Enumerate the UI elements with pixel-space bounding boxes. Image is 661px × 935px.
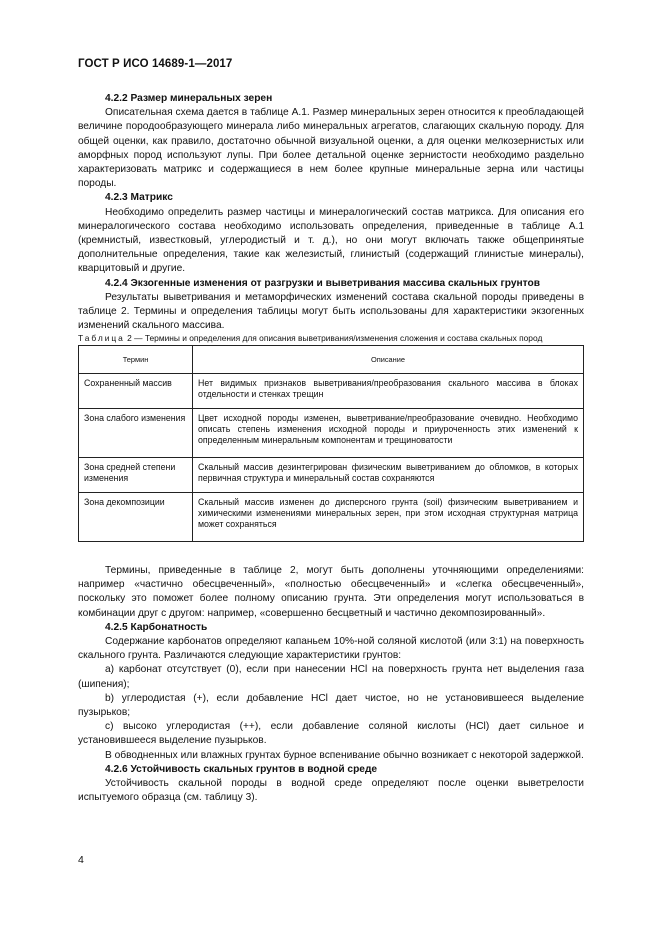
paragraph-note: В обводненных или влажных грунтах бурное вспенивание обычно возникает с некоторой задержкой. xyxy=(105,749,584,761)
term-cell: Сохраненный массив xyxy=(79,373,193,408)
list-item-b: b) углеродистая (+), если добавление HCl дает чистое, но не установившееся выделение пузырьков; xyxy=(78,692,584,718)
definitions-table xyxy=(78,345,584,542)
page-content xyxy=(78,92,584,805)
section-heading-4-2-5: 4.2.5 Карбонатность xyxy=(105,621,208,633)
list-item-a: а) карбонат отсутствует (0), если при нанесении HCl на поверхность грунта нет выделения газа (шипения); xyxy=(78,664,584,690)
paragraph-4-2-4: Результаты выветривания и метаморфических изменений состава скальной породы приведены в таблице 2. Термины и определения таблицы могут быть использованы для характеристики экзогенных изменений скального массива. xyxy=(78,291,584,332)
table-row xyxy=(79,408,584,457)
term-cell: Зона средней степени изменения xyxy=(79,457,193,492)
paragraph-4-2-6: Устойчивость скальной породы в водной среде определяют после оценки выветрелости испытуемого образца (см. таблицу 3). xyxy=(78,778,584,804)
paragraph-4-2-2: Описательная схема дается в таблице А.1. Размер минеральных зерен относится к преобладающей величине породообразующего минерала либо минеральных агрегатов, слагающих скальную породу. Для общей оценки, как правило, достаточно обычной визуальной оценки, а для оценки мелкозернистых или аморфных пород используют лупы. При более детальной оценке зернистости необходимо раздельно характеризовать матрикс и содержащиеся в нем более крупные минеральные зерна или частицы породы. xyxy=(78,107,584,190)
description-cell: Скальный массив изменен до дисперсного грунта (soil) физическим выветриванием и химическими изменениями минеральных зерен, при этом исходная структурная матрица может сохраняться xyxy=(193,492,584,541)
table-row xyxy=(79,457,584,492)
paragraph-4-2-5: Содержание карбонатов определяют капаньем 10%-ной соляной кислотой (или 3:1) на поверхность скального грунта. Различаются следующие характеристики грунтов: xyxy=(78,635,584,662)
section-heading-4-2-6: 4.2.6 Устойчивость скальных грунтов в водной среде xyxy=(105,763,378,775)
document-id: ГОСТ Р ИСО 14689-1—2017 xyxy=(78,58,233,70)
page-number: 4 xyxy=(78,854,84,866)
description-cell: Нет видимых признаков выветривания/преобразования скального массива в блоках отдельности и стенках трещин xyxy=(193,373,584,408)
section-heading-4-2-3: 4.2.3 Матрикс xyxy=(105,192,173,204)
paragraph-4-2-3: Необходимо определить размер частицы и минералогический состав матрикса. Для описания его минералогического состава необходимо использовать определения, приведенные в таблице А.1 (кремнистый, известковый, углеродистый и т. д.), но они могут включать также общепринятые дополнительные определения, такие как железистый, глинистый (содержащий глинистые минералы), кварцитовый и другие. xyxy=(78,206,584,275)
table-row xyxy=(79,373,584,408)
section-heading-4-2-4: 4.2.4 Экзогенные изменения от разгрузки и выветривания массива скальных грунтов xyxy=(105,277,541,289)
column-header-term: Термин xyxy=(79,345,193,373)
table-caption-text: 2 — Термины и определения для описания выветривания/изменения сложения и состава скальных пород xyxy=(127,333,543,344)
table-row xyxy=(79,492,584,541)
description-cell: Скальный массив дезинтегрирован физическим выветриванием до обломков, в которых первичная структура и минеральный состав сохраняются xyxy=(193,457,584,492)
description-cell: Цвет исходной породы изменен, выветривание/преобразование очевидно. Необходимо описать степень изменения исходной породы и приуроченность этих изменений к определенным минеральным компонентам и трещиноватости xyxy=(193,408,584,457)
table-caption xyxy=(78,333,584,345)
column-header-description: Описание xyxy=(193,345,584,373)
term-cell: Зона декомпозиции xyxy=(79,492,193,541)
table-caption-label: Таблица xyxy=(78,333,125,344)
section-heading-4-2-2: 4.2.2 Размер минеральных зерен xyxy=(105,93,273,104)
list-item-c: с) высоко углеродистая (++), если добавление соляной кислоты (HCl) дает сильное и установившееся выделение пузырьков. xyxy=(78,721,584,747)
paragraph-after-table: Термины, приведенные в таблице 2, могут быть дополнены уточняющими определениями: например «частично обесцвеченный», «полностью обесцвеченный» и «слегка обесцвеченный», поскольку это поможет более полному описанию грунта. Эти определения могут использоваться в комбинации друг с другом: например, «совершенно бесцветный и частично декомпозированный». xyxy=(78,564,584,619)
term-cell: Зона слабого изменения xyxy=(79,408,193,457)
